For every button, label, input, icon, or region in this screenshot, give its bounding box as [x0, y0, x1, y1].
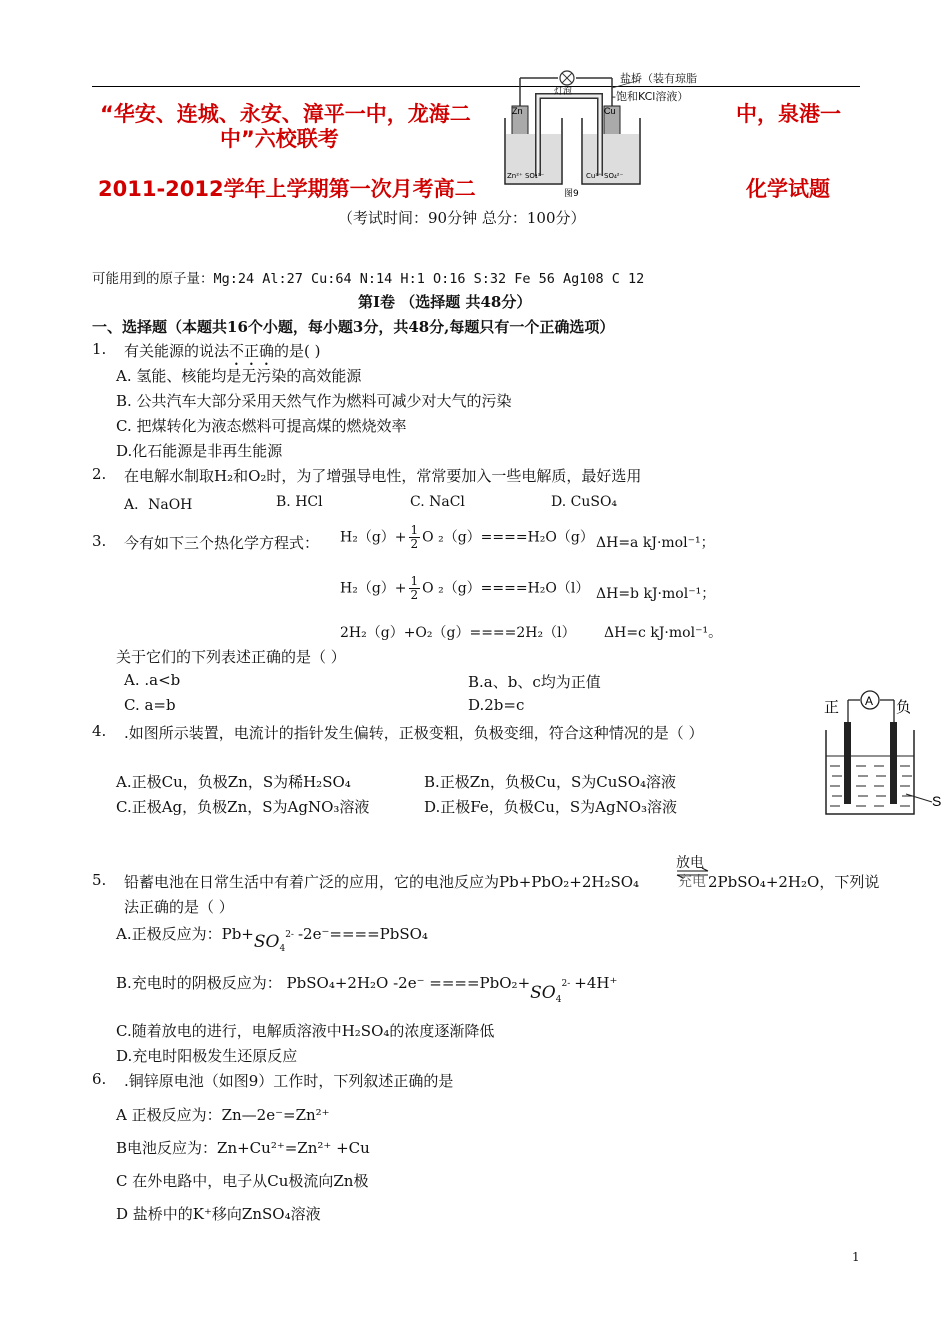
q3-eq2: H₂（g）+ $\frac{1}{2}$ O ₂（g）====H₂O（l）	[340, 574, 590, 602]
salt-bridge-label: 盐桥（装有琼脂	[620, 72, 697, 85]
lamp-label: 灯泡	[554, 87, 573, 97]
q4-option-b: B.正极Zn，负极Cu，S为CuSO₄溶液	[424, 773, 677, 791]
q2-option-d: D. CuSO₄	[551, 494, 618, 510]
figure-caption: 图9	[564, 189, 579, 198]
q3-eq2-dh: ΔH=b kJ·mol⁻¹；	[596, 586, 716, 602]
q5-charge-label: 充电	[678, 874, 706, 890]
positive-electrode	[844, 722, 851, 804]
q3-option-d: D.2b=c	[468, 696, 525, 714]
q5-discharge-label: 放电	[676, 855, 704, 871]
q2-option-a: A．NaOH	[124, 497, 193, 513]
q3-eq3: 2H₂（g）+O₂（g）====2H₂（l）	[340, 625, 576, 641]
q2-stem: 在电解水制取H₂和O₂时，为了增强导电性，常常要加入一些电解质，最好选用	[124, 467, 642, 485]
q5-option-d: D.充电时阳极发生还原反应	[116, 1047, 298, 1065]
right-solution-label: Cu²⁺ SO₄²⁻	[586, 172, 624, 180]
negative-electrode	[890, 722, 897, 804]
q4-option-c: C.正极Ag，负极Zn，S为AgNO₃溶液	[116, 798, 370, 816]
q1-number: 1.	[92, 340, 107, 358]
title-line3-left: 2011-2012学年上学期第一次月考高二	[98, 177, 476, 201]
q5-number: 5.	[92, 871, 107, 889]
title-line1-left: “华安、连城、永安、漳平一中，龙海二	[100, 102, 471, 126]
title-line2: 中”六校联考	[220, 127, 339, 151]
negative-label: 负	[896, 698, 912, 716]
q1-option-a: A. 氢能、核能均是无污染的高效能源	[116, 367, 362, 385]
q2-option-b: B. HCl	[276, 494, 323, 510]
atomic-masses: 可能用到的原子量：Mg:24 Al:27 Cu:64 N:14 H:1 O:16 S:32 Fe 56 Ag108 C 12	[92, 271, 645, 287]
q5-stem-a: 铅蓄电池在日常生活中有着广泛的应用，它的电池反应为Pb+PbO₂+2H₂SO₄	[124, 873, 640, 891]
q6-option-c: C 在外电路中，电子从Cu极流向Zn极	[116, 1172, 369, 1190]
q4-option-d: D.正极Fe，负极Cu，S为AgNO₃溶液	[424, 798, 678, 816]
page-number: 1	[852, 1250, 860, 1264]
positive-label: 正	[824, 698, 840, 716]
q6-stem: .铜锌原电池（如图9）工作时，下列叙述正确的是	[124, 1072, 454, 1090]
zn-label: Zn	[512, 106, 523, 116]
q3-option-c: C. a=b	[124, 696, 176, 714]
q3-eq1-dh: ΔH=a kJ·mol⁻¹；	[596, 535, 715, 551]
header-rule	[92, 86, 860, 87]
cu-label: Cu	[604, 106, 616, 116]
q3-eq1: H₂（g）+ $\frac{1}{2}$ O ₂（g）====H₂O（g）	[340, 523, 594, 551]
q1-option-c: C. 把煤转化为液态燃料可提高煤的燃烧效率	[116, 417, 407, 435]
left-solution-label: Zn²⁺ SO₄²⁻	[507, 172, 545, 180]
solution-s-label: S	[932, 793, 942, 809]
q3-stem: 今有如下三个热化学方程式：	[124, 534, 320, 552]
q5-stem-c: 法正确的是（ ）	[124, 898, 234, 916]
q1-option-d: D.化石能源是非再生能源	[116, 442, 283, 460]
q3-option-a: A. .a<b	[124, 671, 181, 689]
ammeter-label: A	[865, 694, 874, 708]
q3-number: 3.	[92, 532, 107, 550]
q1-stem: 有关能源的说法不正确的是( )	[124, 342, 321, 360]
q2-option-c: C. NaCl	[410, 494, 465, 510]
q1-option-b: B. 公共汽车大部分采用天然气作为燃料可减少对大气的污染	[116, 392, 512, 410]
q6-number: 6.	[92, 1070, 107, 1088]
section-title: 第Ⅰ卷 （选择题 共48分）	[358, 293, 532, 311]
q3-option-b: B.a、b、c均为正值	[468, 673, 601, 691]
part-title: 一、选择题（本题共16个小题，每小题3分，共48分,每题只有一个正确选项）	[92, 318, 615, 336]
salt-bridge-label-2: -饱和KCl溶液）	[612, 90, 689, 103]
exam-info: （考试时间：90分钟 总分：100分）	[338, 209, 586, 227]
q4-stem: .如图所示装置，电流计的指针发生偏转，正极变粗，负极变细，符合这种情况的是（ ）	[124, 724, 704, 742]
q5-option-a: A.正极反应为：$Pb+SO_42-$ -2e⁻====PbSO₄	[116, 925, 428, 954]
q4-option-a: A.正极Cu，负极Zn，S为稀H₂SO₄	[116, 773, 351, 791]
q4-number: 4.	[92, 722, 107, 740]
beaker	[826, 730, 914, 814]
q5-stem-b: 2PbSO₄+2H₂O，下列说	[708, 873, 880, 891]
q2-number: 2.	[92, 465, 107, 483]
q5-option-c: C.随着放电的进行，电解质溶液中H₂SO₄的浓度逐渐降低	[116, 1022, 495, 1040]
q6-option-a: A 正极反应为：Zn—2e⁻=Zn²⁺	[116, 1106, 330, 1124]
q6-option-d: D 盐桥中的K⁺移向ZnSO₄溶液	[116, 1205, 321, 1223]
q1-emphasis: 不正确	[229, 342, 275, 360]
q4-galvanometer-diagram	[820, 682, 945, 822]
title-line3-right: 化学试题	[746, 177, 830, 201]
q3-tail: 关于它们的下列表述正确的是（ ）	[116, 648, 346, 666]
q5-option-b: B.充电时的阴极反应为： PbSO₄+2H₂O $-2e^- ====PbO_2+SO_42- +4H^+$	[116, 974, 618, 1005]
title-line1-right: 中，泉港一	[736, 102, 841, 126]
q6-option-b: B电池反应为：Zn+Cu²⁺=Zn²⁺ +Cu	[116, 1139, 370, 1157]
q3-eq3-dh: ΔH=c kJ·mol⁻¹。	[604, 625, 723, 641]
